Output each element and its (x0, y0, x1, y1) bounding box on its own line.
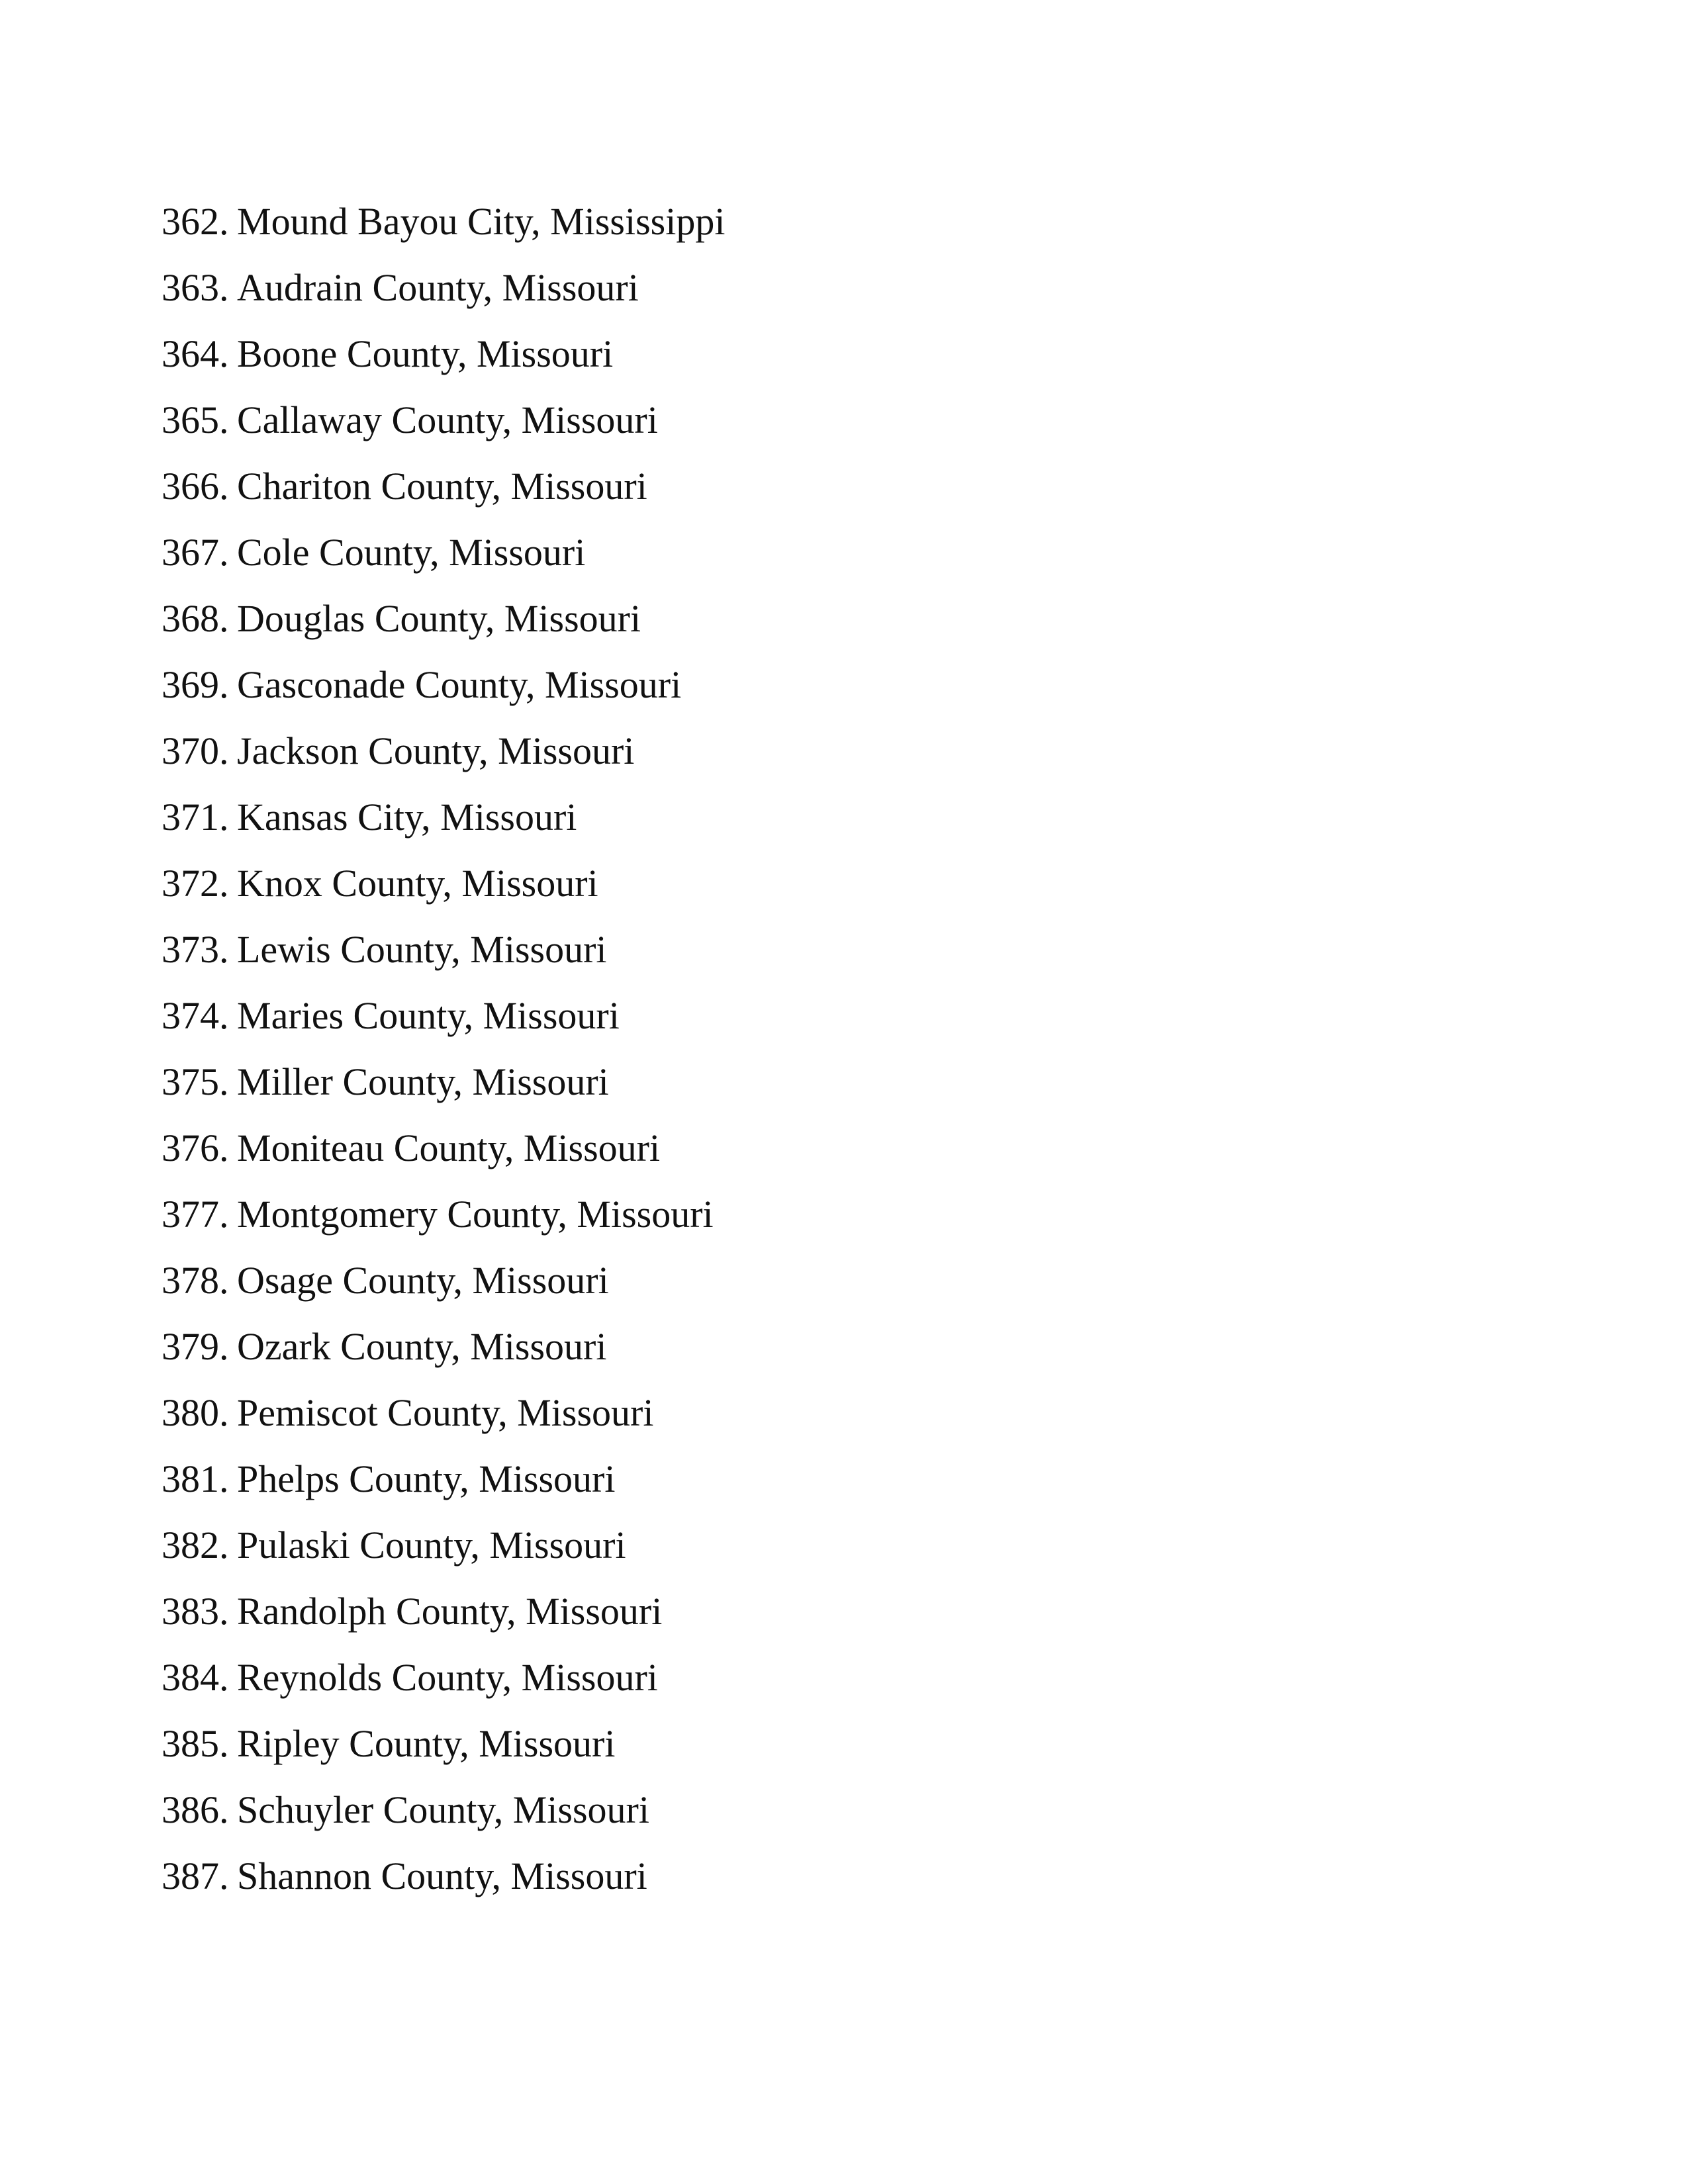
list-item (162, 1054, 725, 1120)
list-item (162, 392, 725, 459)
list-item-text: Maries County, Missouri (237, 994, 620, 1037)
list-item (162, 790, 725, 856)
list-item-text: Pulaski County, Missouri (237, 1524, 626, 1567)
list-item-number: 363. (162, 266, 229, 309)
list-item-number: 362. (162, 200, 229, 243)
list-item-number: 367. (162, 531, 229, 574)
list-item (162, 326, 725, 392)
list-item-number: 368. (162, 597, 229, 640)
list-item (162, 922, 725, 988)
list-item-number: 380. (162, 1391, 229, 1434)
list-item-number: 364. (162, 332, 229, 375)
list-item (162, 1385, 725, 1451)
list-item-number: 372. (162, 862, 229, 905)
list-item-number: 381. (162, 1457, 229, 1500)
list-item-number: 386. (162, 1788, 229, 1831)
list-item-number: 377. (162, 1193, 229, 1236)
list-item-number: 387. (162, 1854, 229, 1897)
list-item-text: Osage County, Missouri (237, 1259, 609, 1302)
list-item (162, 1848, 725, 1915)
list-item-text: Shannon County, Missouri (237, 1854, 647, 1897)
list-item-number: 382. (162, 1524, 229, 1567)
list-item (162, 591, 725, 657)
list-item (162, 525, 725, 591)
list-item-number: 378. (162, 1259, 229, 1302)
list-item (162, 1451, 725, 1518)
list-item-text: Cole County, Missouri (237, 531, 586, 574)
numbered-list (162, 194, 725, 1915)
list-item (162, 1187, 725, 1253)
list-item-text: Montgomery County, Missouri (237, 1193, 714, 1236)
list-item (162, 1120, 725, 1187)
list-item-text: Boone County, Missouri (237, 332, 614, 375)
list-item (162, 260, 725, 326)
list-item (162, 1650, 725, 1716)
list-item-text: Jackson County, Missouri (237, 729, 635, 772)
list-item (162, 1319, 725, 1385)
list-item (162, 1584, 725, 1650)
list-item (162, 1782, 725, 1848)
list-item-number: 375. (162, 1060, 229, 1103)
list-item (162, 1716, 725, 1782)
list-item-text: Ozark County, Missouri (237, 1325, 607, 1368)
list-item (162, 856, 725, 922)
list-item-number: 366. (162, 465, 229, 508)
list-item-number: 379. (162, 1325, 229, 1368)
list-item-text: Randolph County, Missouri (237, 1590, 663, 1633)
list-item (162, 723, 725, 790)
list-item (162, 1253, 725, 1319)
list-item-text: Phelps County, Missouri (237, 1457, 616, 1500)
list-item-text: Lewis County, Missouri (237, 928, 607, 971)
list-item-number: 385. (162, 1722, 229, 1765)
list-item-text: Douglas County, Missouri (237, 597, 641, 640)
list-item-text: Miller County, Missouri (237, 1060, 609, 1103)
list-item (162, 1518, 725, 1584)
list-item-number: 374. (162, 994, 229, 1037)
list-item-text: Reynolds County, Missouri (237, 1656, 658, 1699)
list-item-text: Kansas City, Missouri (237, 796, 577, 839)
list-item (162, 194, 725, 260)
list-item-number: 369. (162, 663, 229, 706)
list-item-text: Callaway County, Missouri (237, 398, 658, 441)
list-item-text: Pemiscot County, Missouri (237, 1391, 654, 1434)
list-item-text: Mound Bayou City, Mississippi (237, 200, 726, 243)
list-item-number: 370. (162, 729, 229, 772)
list-item-number: 383. (162, 1590, 229, 1633)
list-item-text: Gasconade County, Missouri (237, 663, 682, 706)
list-item-text: Knox County, Missouri (237, 862, 598, 905)
list-item-text: Moniteau County, Missouri (237, 1126, 661, 1169)
list-item (162, 459, 725, 525)
list-item-number: 384. (162, 1656, 229, 1699)
list-item-number: 373. (162, 928, 229, 971)
list-item (162, 657, 725, 723)
list-item (162, 988, 725, 1054)
list-item-text: Ripley County, Missouri (237, 1722, 616, 1765)
list-item-text: Chariton County, Missouri (237, 465, 647, 508)
list-item-number: 365. (162, 398, 229, 441)
list-item-text: Audrain County, Missouri (237, 266, 639, 309)
list-item-text: Schuyler County, Missouri (237, 1788, 649, 1831)
list-item-number: 376. (162, 1126, 229, 1169)
list-item-number: 371. (162, 796, 229, 839)
